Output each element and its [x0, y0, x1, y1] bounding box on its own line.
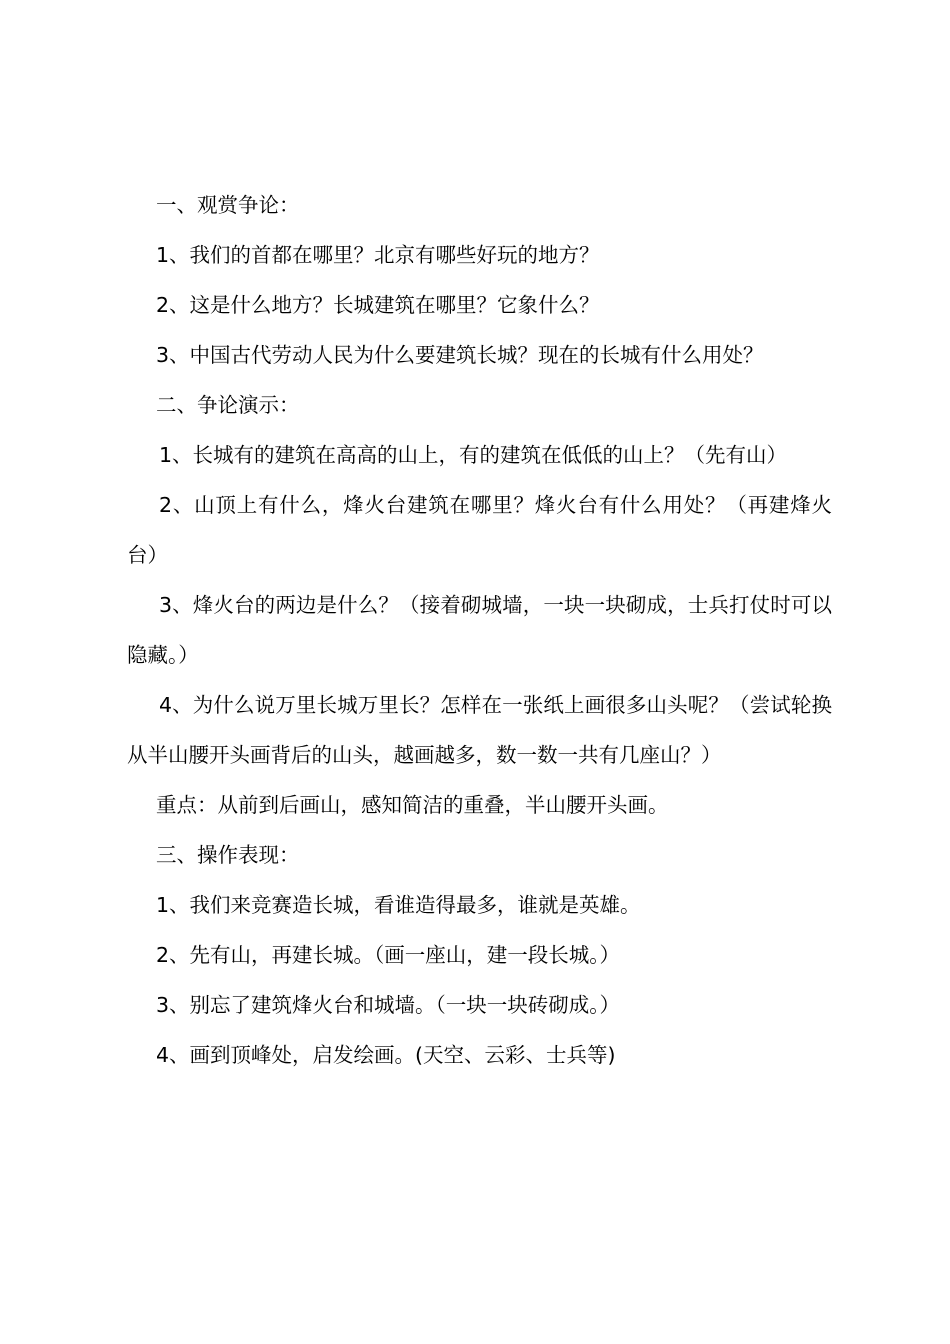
section-heading-2: 二、争论演示：	[156, 393, 300, 417]
practice-step-3: 3、别忘了建筑烽火台和城墙。（一块一块砖砌成。）	[156, 993, 621, 1017]
demo-step-2: 2、山顶上有什么，烽火台建筑在哪里？烽火台有什么用处？（再建烽火台）	[127, 493, 832, 567]
practice-step-4: 4、画到顶峰处，启发绘画。(天空、云彩、士兵等)	[156, 1043, 616, 1067]
question-2: 2、这是什么地方？长城建筑在哪里？它象什么？	[156, 293, 600, 317]
question-3: 3、中国古代劳动人民为什么要建筑长城？现在的长城有什么用处？	[156, 343, 764, 367]
question-1: 1、我们的首都在哪里？北京有哪些好玩的地方？	[156, 243, 600, 267]
demo-step-4: 4、为什么说万里长城万里长？怎样在一张纸上画很多山头呢？（尝试轮换从半山腰开头画背后的山头，越画越多，数一数一共有几座山？）	[127, 693, 832, 767]
practice-step-1: 1、我们来竞赛造长城，看谁造得最多，谁就是英雄。	[156, 893, 641, 917]
section-heading-1: 一、观赏争论：	[156, 193, 300, 217]
demo-step-1: 1、长城有的建筑在高高的山上，有的建筑在低低的山上？（先有山）	[159, 443, 788, 467]
document-body	[127, 180, 832, 1080]
section-heading-3: 三、操作表现：	[156, 843, 300, 867]
key-point: 重点：从前到后画山，感知简洁的重叠，半山腰开头画。	[156, 793, 669, 817]
practice-step-2: 2、先有山，再建长城。（画一座山，建一段长城。）	[156, 943, 621, 967]
demo-step-3: 3、烽火台的两边是什么？（接着砌城墙，一块一块砌成，士兵打仗时可以隐藏。）	[127, 593, 832, 667]
